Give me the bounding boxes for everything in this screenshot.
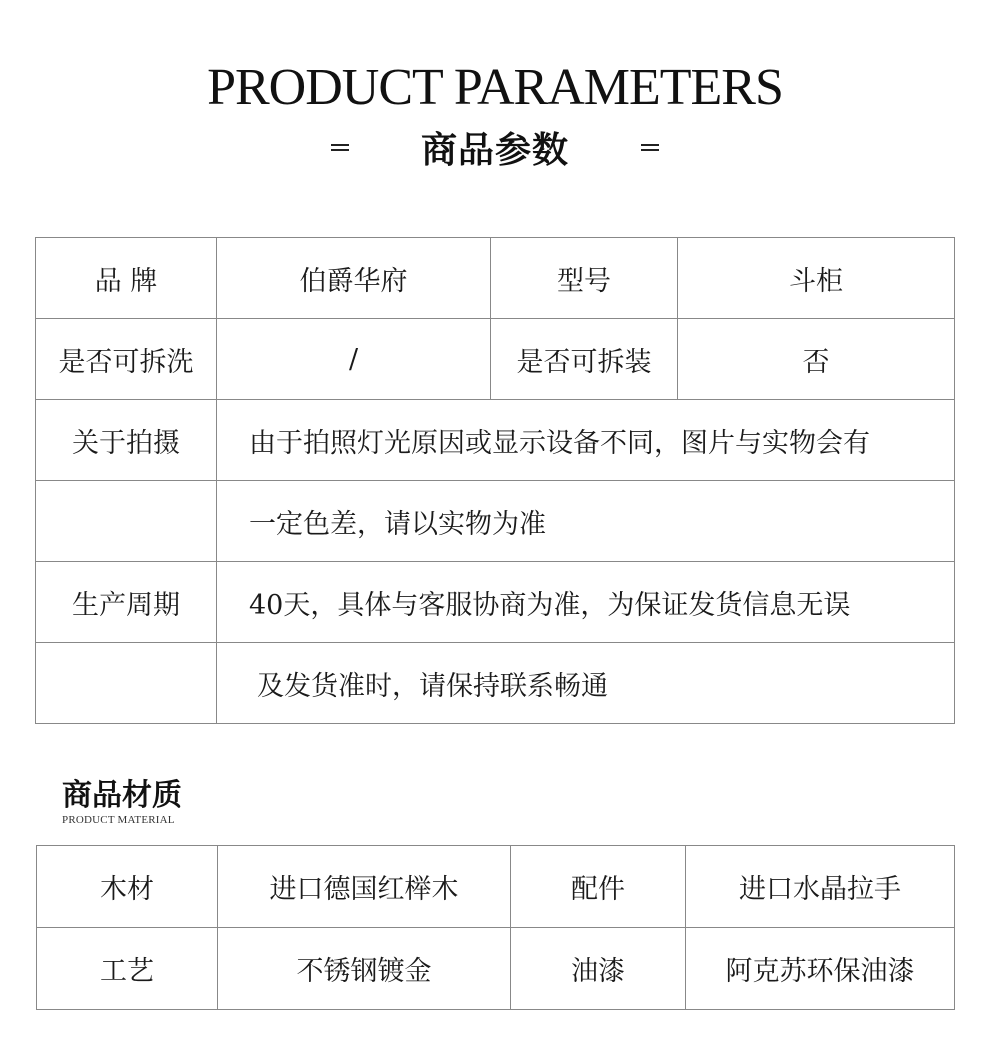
product-parameters-table	[35, 237, 955, 724]
material-title-en: PRODUCT MATERIAL	[62, 814, 175, 826]
paint-label: 油漆	[511, 928, 686, 1010]
paint-value: 阿克苏环保油漆	[686, 928, 955, 1010]
model-value: 斗柜	[678, 238, 955, 319]
table-row	[36, 400, 955, 481]
washable-label: 是否可拆洗	[36, 319, 217, 400]
empty-cell	[36, 643, 217, 724]
material-heading	[62, 778, 182, 826]
product-material-table	[36, 845, 955, 1010]
table-row	[36, 481, 955, 562]
double-line-icon-right	[641, 143, 659, 152]
craft-value: 不锈钢镀金	[218, 928, 511, 1010]
wood-value: 进口德国红榉木	[218, 846, 511, 928]
cycle-note-line2: 及发货准时，请保持联系畅通	[217, 643, 955, 724]
washable-value: /	[217, 319, 491, 400]
model-label: 型号	[491, 238, 678, 319]
table-row	[36, 643, 955, 724]
page-title-zh: 商品参数	[420, 129, 569, 171]
table-row	[36, 562, 955, 643]
photo-note-line2: 一定色差，请以实物为准	[217, 481, 955, 562]
wood-label: 木材	[37, 846, 218, 928]
parts-label: 配件	[511, 846, 686, 928]
detachable-label: 是否可拆装	[491, 319, 678, 400]
photo-note-line1: 由于拍照灯光原因或显示设备不同，图片与实物会有	[217, 400, 955, 481]
page-title-en: PRODUCT PARAMETERS	[207, 59, 783, 116]
material-title-zh: 商品材质	[62, 778, 182, 813]
cycle-label: 生产周期	[36, 562, 217, 643]
cycle-note-line1: 40天，具体与客服协商为准，为保证发货信息无误	[217, 562, 955, 643]
craft-label: 工艺	[37, 928, 218, 1010]
brand-value: 伯爵华府	[217, 238, 491, 319]
table-row	[36, 319, 955, 400]
parts-value: 进口水晶拉手	[686, 846, 955, 928]
page-subtitle-row	[0, 122, 990, 172]
photo-label: 关于拍摄	[36, 400, 217, 481]
table-row	[37, 928, 955, 1010]
table-row	[37, 846, 955, 928]
double-line-icon-left	[331, 143, 349, 152]
empty-cell	[36, 481, 217, 562]
detachable-value: 否	[678, 319, 955, 400]
table-row	[36, 238, 955, 319]
brand-label: 品 牌	[36, 238, 217, 319]
